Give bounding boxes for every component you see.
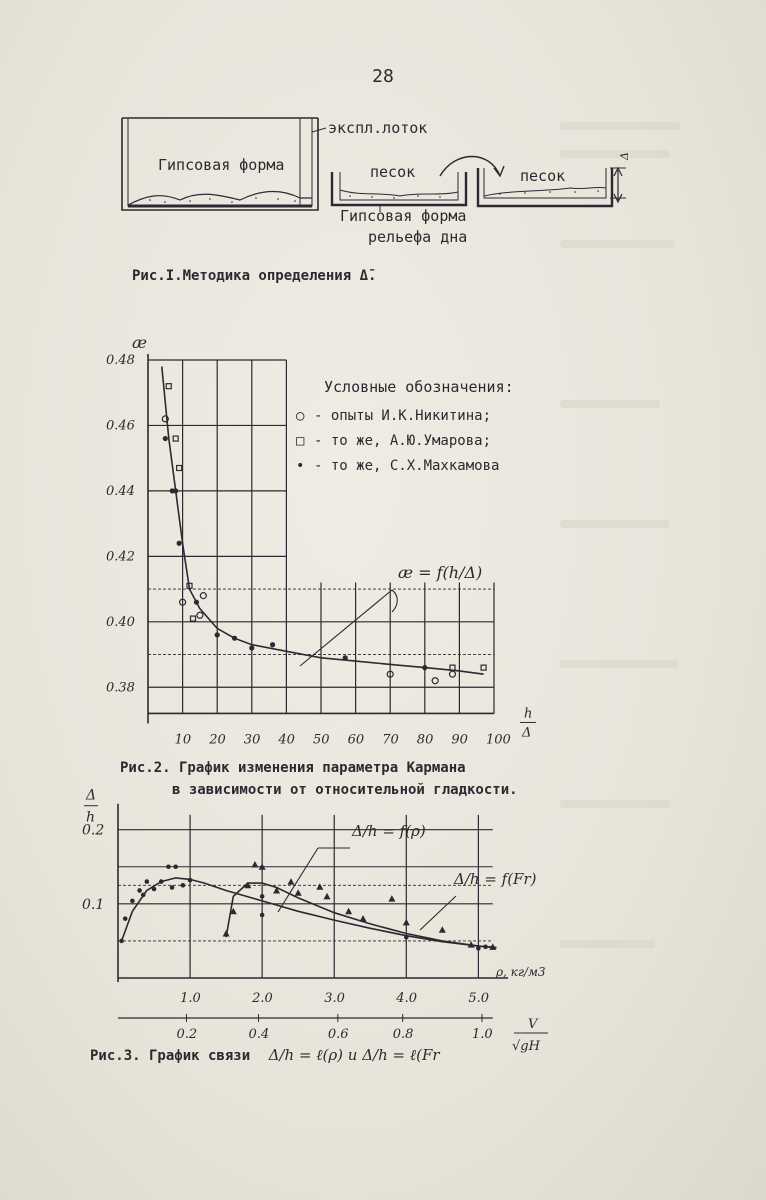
- y-tick-label: 0.1: [82, 896, 105, 913]
- y-axis-label-num: Δ: [86, 787, 97, 804]
- legend-entry: - то же, А.Ю.Умарова;: [314, 433, 492, 449]
- point-dot: [260, 894, 265, 899]
- point-dot: [145, 879, 150, 884]
- x-tick-label: 1.0: [180, 991, 201, 1006]
- x-axis-label-den: Δ: [522, 725, 532, 741]
- x-tick-label: 5.0: [468, 991, 490, 1006]
- point-triangle: [388, 895, 395, 902]
- point-dot: [137, 888, 142, 893]
- point-triangle: [287, 878, 294, 885]
- x-tick-label: 80: [416, 732, 434, 748]
- x-tick-label: 50: [313, 732, 330, 748]
- y-tick-label: 0.38: [106, 680, 135, 696]
- point-triangle: [360, 915, 367, 922]
- point-triangle: [403, 919, 410, 926]
- point-triangle: [439, 926, 446, 933]
- point-triangle: [345, 908, 352, 915]
- legend-symbol: ○: [296, 408, 305, 424]
- point-triangle: [295, 889, 302, 896]
- point-dot: [170, 885, 175, 890]
- x-axis-label-num: h: [524, 706, 533, 722]
- x2-tick-label: 1.0: [471, 1027, 493, 1042]
- point-triangle: [251, 861, 258, 868]
- y-tick-label: 0.2: [82, 822, 105, 839]
- curve-1-label: Δ/h = f(ρ): [352, 822, 426, 840]
- x-tick-label: 2.0: [252, 991, 273, 1006]
- figure-2-caption-line1: Рис.2. График изменения параметра Кармана: [120, 760, 466, 776]
- y-axis-label-den: h: [86, 809, 96, 826]
- point-dot: [260, 913, 265, 918]
- point-dot: [141, 893, 146, 898]
- curve-f-fr: [226, 883, 496, 948]
- point-dot: [119, 939, 124, 944]
- label-sand-2: песок: [520, 167, 566, 185]
- point-dot: [123, 916, 128, 921]
- label-bottom-line2: рельефа дна: [368, 228, 468, 246]
- x-tick-label: 3.0: [324, 991, 345, 1006]
- figure-2-caption-line2: в зависимости от относительной гладкости.: [172, 782, 518, 798]
- point-triangle: [223, 930, 230, 937]
- x-tick-label: 4.0: [396, 991, 417, 1006]
- point-triangle: [324, 893, 331, 900]
- x-tick-label: 30: [243, 732, 261, 748]
- x-tick-label: 100: [486, 732, 511, 748]
- x-tick-label: 40: [278, 732, 295, 748]
- figure-1-caption: Рис.I.Методика определения Δ̄.: [132, 268, 377, 284]
- legend-symbol: •: [296, 458, 305, 474]
- x2-tick-label: 0.2: [176, 1027, 198, 1042]
- y-axis-label: æ: [132, 333, 148, 352]
- point-dot: [166, 864, 171, 869]
- y-tick-label: 0.42: [106, 549, 135, 565]
- x2-axis-label-den: √gH: [512, 1039, 540, 1054]
- point-dot: [404, 935, 409, 940]
- x-tick-label: 10: [174, 732, 192, 748]
- y-tick-label: 0.46: [106, 418, 135, 434]
- point-dot: [188, 878, 193, 883]
- x-tick-label: 90: [451, 732, 468, 748]
- curve-2-label: Δ/h = f(Fr): [454, 870, 537, 888]
- label-sand-1: песок: [370, 163, 416, 181]
- x-tick-label: 60: [347, 732, 365, 748]
- x-axis-label: ρ, кг/м3: [496, 965, 546, 979]
- y-tick-label: 0.48: [106, 353, 135, 368]
- x2-tick-label: 0.6: [327, 1027, 349, 1042]
- point-triangle: [316, 883, 323, 890]
- x2-axis-label-num: V: [528, 1017, 538, 1032]
- legend-entry: - то же, С.Х.Махкамова: [314, 458, 500, 474]
- y-tick-label: 0.44: [106, 483, 135, 499]
- figure-3-caption-prefix: Рис.3. График связи: [90, 1048, 251, 1064]
- x-tick-label: 20: [209, 732, 226, 748]
- label-tray: экспл.лоток: [328, 119, 428, 137]
- curve-1-leader: [278, 848, 318, 912]
- x-tick-label: 70: [382, 732, 399, 748]
- point-dot: [181, 883, 186, 888]
- label-gypsum: Гипсовая форма: [158, 156, 285, 174]
- legend-symbol: □: [296, 433, 305, 449]
- page-number: 28: [372, 66, 394, 87]
- curve-f-rho: [122, 878, 497, 948]
- legend-entry: - опыты И.К.Никитина;: [314, 408, 492, 424]
- figure-3-caption-formula: Δ/h = ℓ(ρ) и Δ/h = ℓ(Fr: [268, 1046, 440, 1064]
- point-dot: [159, 879, 164, 884]
- curve-label: æ = f(h/Δ): [398, 563, 483, 582]
- point-dot: [130, 899, 135, 904]
- label-delta: Δ: [618, 152, 631, 160]
- point-dot: [476, 946, 481, 951]
- x2-tick-label: 0.4: [248, 1027, 270, 1042]
- point-dot: [173, 864, 178, 869]
- label-bottom-line1: Гипсовая форма: [340, 207, 467, 225]
- legend-title: Условные обозначения:: [324, 378, 514, 396]
- point-dot: [483, 945, 488, 950]
- x2-tick-label: 0.8: [392, 1027, 414, 1042]
- y-tick-label: 0.40: [106, 614, 135, 630]
- figure-3-caption: [90, 1046, 440, 1065]
- point-dot: [152, 887, 157, 892]
- curve-2-leader: [420, 896, 456, 930]
